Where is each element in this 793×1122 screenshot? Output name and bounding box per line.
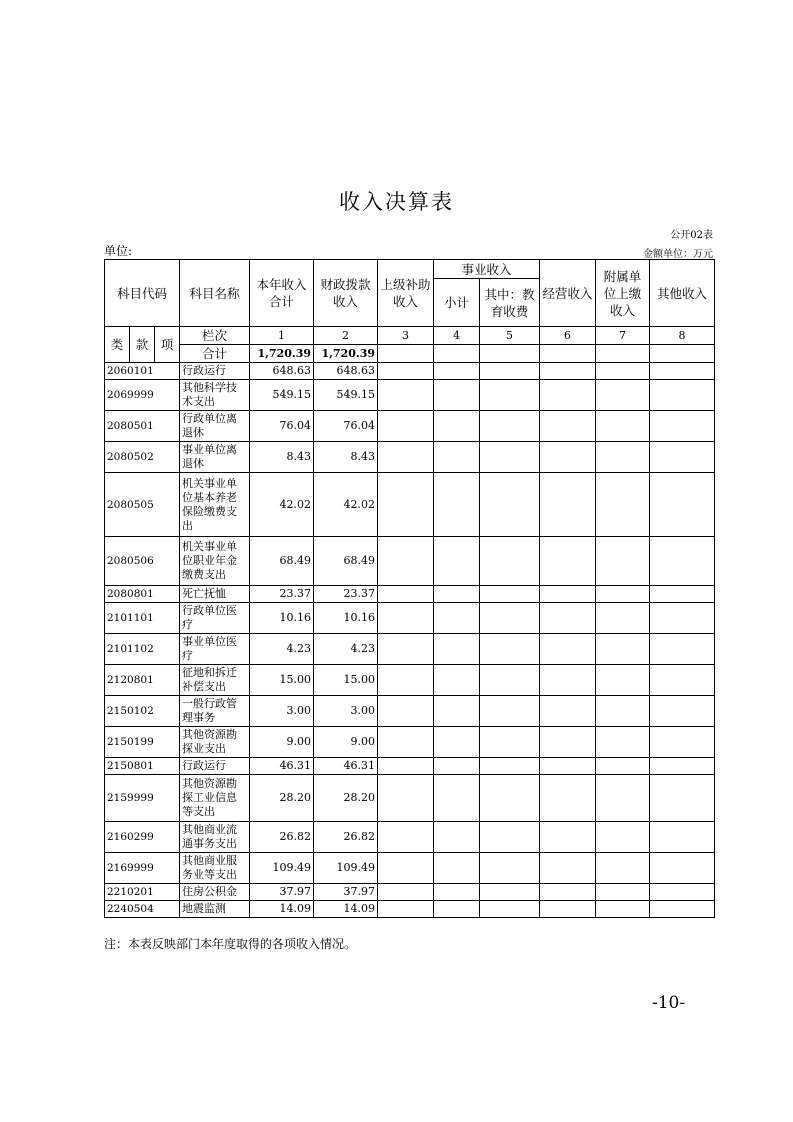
total-income-cell: 14.09 (250, 901, 314, 918)
header-superior-subsidy: 上级补助收入 (378, 260, 434, 327)
empty-cell (434, 634, 480, 665)
total-income-cell: 109.49 (250, 853, 314, 884)
empty-cell (650, 901, 715, 918)
empty-cell (480, 603, 540, 634)
empty-cell (596, 696, 650, 727)
fiscal-allocation-cell: 3.00 (314, 696, 378, 727)
empty-cell (596, 442, 650, 473)
empty-cell (480, 411, 540, 442)
table-row (105, 586, 715, 603)
fiscal-allocation-cell: 37.97 (314, 884, 378, 901)
table-row (105, 473, 715, 537)
subject-name: 事业单位医疗 (180, 634, 250, 665)
empty-cell (480, 884, 540, 901)
empty-cell (650, 586, 715, 603)
empty-cell (434, 901, 480, 918)
empty-cell (596, 665, 650, 696)
empty-cell (378, 775, 434, 822)
empty-cell (596, 586, 650, 603)
empty-cell (540, 363, 596, 380)
subject-code: 2210201 (105, 884, 180, 901)
empty-cell (378, 411, 434, 442)
empty-cell (480, 363, 540, 380)
empty-cell (434, 411, 480, 442)
empty-cell (378, 473, 434, 537)
empty-cell (596, 853, 650, 884)
total-income-cell: 68.49 (250, 537, 314, 586)
empty-cell (378, 380, 434, 411)
amount-unit: 金额单位：万元 (643, 249, 713, 260)
empty-cell (650, 727, 715, 758)
column-index: 5 (480, 327, 540, 345)
empty-cell (650, 380, 715, 411)
empty-cell (596, 775, 650, 822)
empty-cell (434, 442, 480, 473)
total-income-cell: 37.97 (250, 884, 314, 901)
empty-cell (540, 586, 596, 603)
header-category: 类 (105, 327, 130, 363)
empty-cell (434, 345, 480, 363)
total-income-cell: 26.82 (250, 822, 314, 853)
empty-cell (540, 442, 596, 473)
column-index: 4 (434, 327, 480, 345)
subject-name: 住房公积金 (180, 884, 250, 901)
empty-cell (596, 884, 650, 901)
empty-cell (434, 603, 480, 634)
empty-cell (596, 603, 650, 634)
empty-cell (378, 634, 434, 665)
form-number: 公开02表 (670, 230, 713, 241)
empty-cell (378, 603, 434, 634)
empty-cell (540, 473, 596, 537)
column-index: 1 (250, 327, 314, 345)
empty-cell (434, 473, 480, 537)
subject-name: 机关事业单位职业年金缴费支出 (180, 537, 250, 586)
empty-cell (480, 853, 540, 884)
empty-cell (378, 586, 434, 603)
empty-cell (434, 537, 480, 586)
table-row (105, 411, 715, 442)
empty-cell (480, 727, 540, 758)
empty-cell (540, 634, 596, 665)
empty-cell (650, 411, 715, 442)
empty-cell (480, 473, 540, 537)
empty-cell (480, 665, 540, 696)
fiscal-allocation-cell: 14.09 (314, 901, 378, 918)
empty-cell (434, 665, 480, 696)
empty-cell (540, 884, 596, 901)
subject-name: 其他商业流通事务支出 (180, 822, 250, 853)
subject-code: 2150801 (105, 758, 180, 775)
empty-cell (596, 411, 650, 442)
empty-cell (540, 603, 596, 634)
total-income-cell: 9.00 (250, 727, 314, 758)
empty-cell (540, 758, 596, 775)
subject-name: 行政单位医疗 (180, 603, 250, 634)
empty-cell (540, 696, 596, 727)
column-index: 7 (596, 327, 650, 345)
empty-cell (650, 537, 715, 586)
subject-name: 其他资源勘探工业信息等支出 (180, 775, 250, 822)
subject-name: 行政运行 (180, 758, 250, 775)
fiscal-allocation-cell: 46.31 (314, 758, 378, 775)
empty-cell (596, 537, 650, 586)
empty-cell (650, 442, 715, 473)
subject-name: 行政单位离退休 (180, 411, 250, 442)
table-row (105, 665, 715, 696)
subject-code: 2069999 (105, 380, 180, 411)
table-row (105, 822, 715, 853)
column-index: 2 (314, 327, 378, 345)
table-row (105, 775, 715, 822)
empty-cell (540, 775, 596, 822)
fiscal-allocation-cell: 15.00 (314, 665, 378, 696)
table-row (105, 363, 715, 380)
empty-cell (596, 380, 650, 411)
empty-cell (596, 634, 650, 665)
fiscal-allocation-cell: 10.16 (314, 603, 378, 634)
header-operating-income: 经营收入 (540, 260, 596, 327)
empty-cell (540, 822, 596, 853)
subject-code: 2159999 (105, 775, 180, 822)
empty-cell (480, 634, 540, 665)
fiscal-allocation-cell: 28.20 (314, 775, 378, 822)
table-row (105, 884, 715, 901)
table-row (105, 696, 715, 727)
header-item: 项 (155, 327, 180, 363)
empty-cell (540, 537, 596, 586)
table-row (105, 853, 715, 884)
fiscal-allocation-cell: 68.49 (314, 537, 378, 586)
table-row (105, 442, 715, 473)
table-row (105, 603, 715, 634)
empty-cell (540, 665, 596, 696)
total-income-cell: 10.16 (250, 603, 314, 634)
total-label: 合计 (180, 345, 250, 363)
empty-cell (434, 727, 480, 758)
empty-cell (434, 380, 480, 411)
subject-code: 2080501 (105, 411, 180, 442)
total-income-cell: 15.00 (250, 665, 314, 696)
empty-cell (480, 345, 540, 363)
fiscal-allocation-cell: 8.43 (314, 442, 378, 473)
empty-cell (378, 884, 434, 901)
total-income-cell: 28.20 (250, 775, 314, 822)
total-income-cell: 3.00 (250, 696, 314, 727)
empty-cell (480, 758, 540, 775)
empty-cell (596, 901, 650, 918)
subject-code: 2169999 (105, 853, 180, 884)
header-subject-code: 科目代码 (105, 260, 180, 327)
empty-cell (480, 822, 540, 853)
header-total-income: 本年收入合计 (250, 260, 314, 327)
empty-cell (378, 901, 434, 918)
fiscal-allocation-cell: 76.04 (314, 411, 378, 442)
total-income-cell: 23.37 (250, 586, 314, 603)
empty-cell (434, 775, 480, 822)
fiscal-allocation-cell: 4.23 (314, 634, 378, 665)
empty-cell (650, 665, 715, 696)
empty-cell (378, 727, 434, 758)
subject-code: 2120801 (105, 665, 180, 696)
subject-code: 2240504 (105, 901, 180, 918)
page-number: -10- (652, 993, 686, 1013)
table-row (105, 727, 715, 758)
total-fiscal-value: 1,720.39 (314, 345, 378, 363)
empty-cell (378, 696, 434, 727)
empty-cell (480, 537, 540, 586)
subject-name: 地震监测 (180, 901, 250, 918)
fiscal-allocation-cell: 648.63 (314, 363, 378, 380)
subject-code: 2150199 (105, 727, 180, 758)
column-index: 8 (650, 327, 715, 345)
unit-label: 单位: (104, 244, 133, 258)
column-index: 6 (540, 327, 596, 345)
header-affiliated-income: 附属单位上缴收入 (596, 260, 650, 327)
fiscal-allocation-cell: 549.15 (314, 380, 378, 411)
empty-cell (434, 363, 480, 380)
table-row (105, 380, 715, 411)
subject-code: 2160299 (105, 822, 180, 853)
header-other-income: 其他收入 (650, 260, 715, 327)
subject-code: 2101101 (105, 603, 180, 634)
subject-name: 一般行政管理事务 (180, 696, 250, 727)
subject-code: 2150102 (105, 696, 180, 727)
empty-cell (650, 363, 715, 380)
fiscal-allocation-cell: 9.00 (314, 727, 378, 758)
subject-code: 2080801 (105, 586, 180, 603)
total-income-cell: 76.04 (250, 411, 314, 442)
empty-cell (540, 853, 596, 884)
empty-cell (650, 634, 715, 665)
empty-cell (650, 603, 715, 634)
empty-cell (480, 380, 540, 411)
empty-cell (540, 411, 596, 442)
empty-cell (480, 442, 540, 473)
header-subject-name: 科目名称 (180, 260, 250, 327)
empty-cell (596, 758, 650, 775)
empty-cell (378, 363, 434, 380)
column-index: 3 (378, 327, 434, 345)
subject-name: 征地和拆迁补偿支出 (180, 665, 250, 696)
empty-cell (596, 363, 650, 380)
fiscal-allocation-cell: 26.82 (314, 822, 378, 853)
table-row (105, 901, 715, 918)
subject-code: 2101102 (105, 634, 180, 665)
subject-name: 死亡抚恤 (180, 586, 250, 603)
empty-cell (480, 586, 540, 603)
empty-cell (378, 665, 434, 696)
table-row (105, 634, 715, 665)
fiscal-allocation-cell: 42.02 (314, 473, 378, 537)
empty-cell (650, 696, 715, 727)
subject-name: 机关事业单位基本养老保险缴费支出 (180, 473, 250, 537)
empty-cell (378, 442, 434, 473)
empty-cell (540, 901, 596, 918)
empty-cell (596, 473, 650, 537)
empty-cell (434, 853, 480, 884)
table-row (105, 758, 715, 775)
empty-cell (434, 696, 480, 727)
footnote: 注：本表反映部门本年度取得的各项收入情况。 (104, 937, 357, 951)
empty-cell (434, 758, 480, 775)
total-income-cell: 549.15 (250, 380, 314, 411)
empty-cell (650, 853, 715, 884)
empty-cell (434, 884, 480, 901)
subject-code: 2080506 (105, 537, 180, 586)
subject-code: 2060101 (105, 363, 180, 380)
total-income-cell: 8.43 (250, 442, 314, 473)
empty-cell (480, 775, 540, 822)
empty-cell (650, 758, 715, 775)
empty-cell (650, 775, 715, 822)
empty-cell (480, 696, 540, 727)
total-income-cell: 648.63 (250, 363, 314, 380)
header-subtotal: 小计 (434, 279, 480, 327)
empty-cell (540, 345, 596, 363)
empty-cell (650, 884, 715, 901)
empty-cell (378, 853, 434, 884)
subject-name: 行政运行 (180, 363, 250, 380)
total-income-cell: 46.31 (250, 758, 314, 775)
fiscal-allocation-cell: 23.37 (314, 586, 378, 603)
income-table (104, 259, 715, 918)
empty-cell (596, 727, 650, 758)
total-income-cell: 4.23 (250, 634, 314, 665)
empty-cell (650, 822, 715, 853)
subject-name: 其他科学技术支出 (180, 380, 250, 411)
empty-cell (434, 822, 480, 853)
header-business-income: 事业收入 (434, 260, 540, 279)
empty-cell (540, 380, 596, 411)
page-title: 收入决算表 (339, 190, 454, 214)
total-income-cell: 42.02 (250, 473, 314, 537)
empty-cell (378, 822, 434, 853)
empty-cell (596, 822, 650, 853)
subject-name: 其他资源勘探业支出 (180, 727, 250, 758)
empty-cell (378, 345, 434, 363)
empty-cell (378, 758, 434, 775)
subject-name: 其他商业服务业等支出 (180, 853, 250, 884)
empty-cell (540, 727, 596, 758)
total-income-value: 1,720.39 (250, 345, 314, 363)
header-edu-fee: 其中：教育收费 (480, 279, 540, 327)
empty-cell (650, 473, 715, 537)
empty-cell (434, 586, 480, 603)
empty-cell (596, 345, 650, 363)
header-section: 款 (130, 327, 155, 363)
subject-name: 事业单位离退休 (180, 442, 250, 473)
subject-code: 2080505 (105, 473, 180, 537)
header-fiscal-allocation: 财政拨款收入 (314, 260, 378, 327)
fiscal-allocation-cell: 109.49 (314, 853, 378, 884)
empty-cell (480, 901, 540, 918)
column-index-label: 栏次 (180, 327, 250, 345)
subject-code: 2080502 (105, 442, 180, 473)
empty-cell (378, 537, 434, 586)
empty-cell (650, 345, 715, 363)
table-row (105, 537, 715, 586)
